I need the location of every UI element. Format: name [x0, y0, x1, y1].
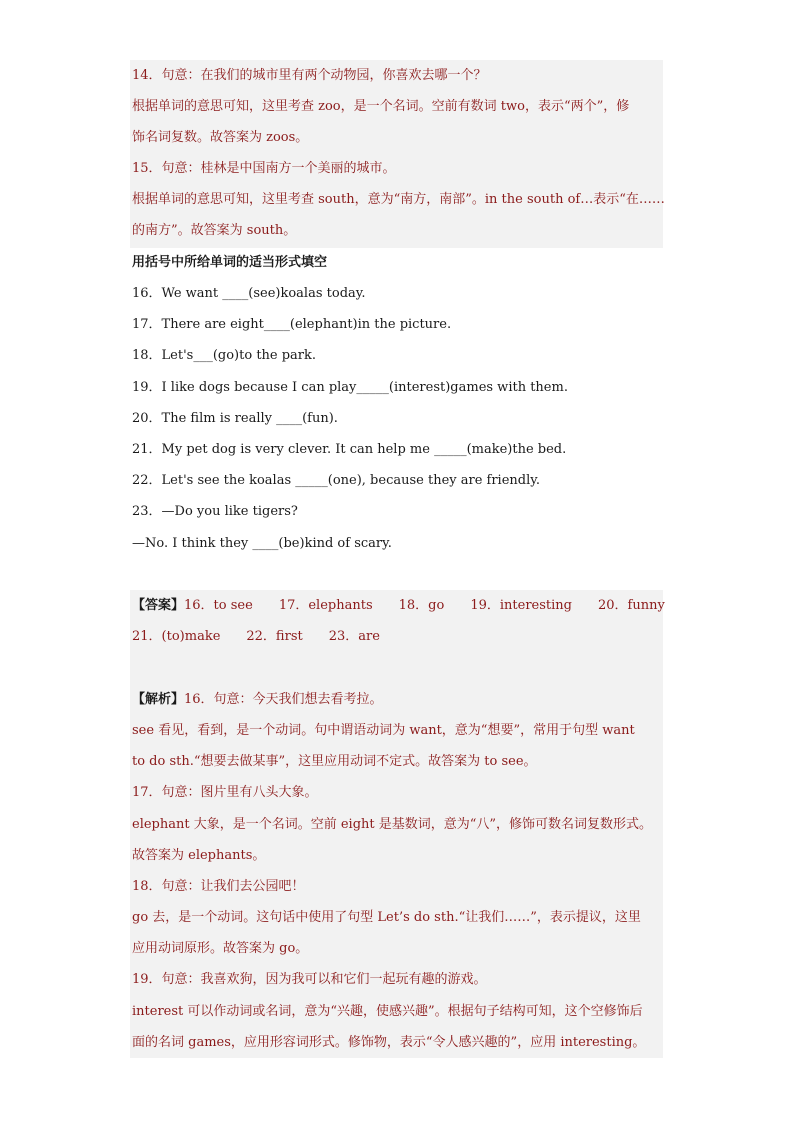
q16-explanation-line2: to do sth.“想要去做某事”，这里应用动词不定式。故答案为 to see。 — [132, 754, 537, 769]
explanation-box-14-15 — [130, 60, 663, 248]
exercise-item-22: 22．Let's see the koalas _____(one), because they are friendly. — [132, 473, 541, 488]
exercise-item-23-reply: —No. I think they ____(be)kind of scary. — [132, 536, 392, 551]
q16-title: 16．句意：今天我们想去看考拉。 — [184, 692, 383, 707]
exercise-item-16: 16．We want ____(see)koalas today. — [132, 286, 366, 301]
section-heading: 用括号中所给单词的适当形式填空 — [132, 255, 328, 270]
answer-19: 19．interesting — [470, 598, 572, 613]
answer-18: 18．go — [398, 598, 445, 613]
answer-16: 16．to see — [184, 598, 253, 613]
q14-explanation-line2: 饰名词复数。故答案为 zoos。 — [132, 130, 309, 145]
exercise-item-19: 19．I like dogs because I can play_____(interest)games with them. — [132, 380, 568, 395]
q19-explanation-line1: interest 可以作动词或名词，意为“兴趣，使感兴趣”。根据句子结构可知，这个空修饰后 — [132, 1004, 643, 1019]
q19-explanation-line2: 面的名词 games，应用形容词形式。修饰物，表示“令人感兴趣的”，应用 interesting。 — [132, 1035, 646, 1050]
q18-explanation-line1: go 去，是一个动词。这句话中使用了句型 Let’s do sth.“让我们……”，表示提议，这里 — [132, 910, 641, 925]
answer-20: 20．funny — [597, 598, 665, 613]
answer-label: 【答案】 — [132, 598, 185, 613]
q18-title: 18．句意：让我们去公园吧！ — [132, 879, 305, 894]
answer-23: 23．are — [328, 629, 380, 644]
q15-explanation-line1: 根据单词的意思可知，这里考查 south，意为“南方，南部”。in the south of…表示“在…… — [132, 192, 665, 207]
q15-explanation-line2: 的南方”。故答案为 south。 — [132, 223, 297, 238]
answer-21: 21．(to)make — [132, 629, 221, 644]
q16-explanation-line1: see 看见，看到，是一个动词。句中谓语动词为 want，意为“想要”，常用于句型 want — [132, 723, 635, 738]
q17-explanation-line2: 故答案为 elephants。 — [132, 848, 266, 863]
answers-row-1 — [132, 596, 665, 616]
q17-title: 17．句意：图片里有八头大象。 — [132, 785, 318, 800]
exercise-item-18: 18．Let's___(go)to the park. — [132, 348, 317, 363]
q14-title: 14．句意：在我们的城市里有两个动物园，你喜欢去哪一个？ — [132, 68, 487, 83]
exercise-item-20: 20．The film is really ____(fun). — [132, 411, 338, 426]
answer-17: 17．elephants — [278, 598, 373, 613]
q14-explanation-line1: 根据单词的意思可知，这里考查 zoo，是一个名词。空前有数词 two，表示“两个”，修 — [132, 99, 630, 114]
answer-22: 22．first — [246, 629, 303, 644]
q19-title: 19．句意：我喜欢狗，因为我可以和它们一起玩有趣的游戏。 — [132, 972, 487, 987]
q15-title: 15．句意：桂林是中国南方一个美丽的城市。 — [132, 161, 396, 176]
q17-explanation-line1: elephant 大象，是一个名词。空前 eight 是基数词，意为“八”，修饰可数名词复数形式。 — [132, 817, 653, 832]
exercise-item-23: 23．—Do you like tigers? — [132, 504, 298, 519]
analysis-q16-title — [132, 690, 383, 710]
analysis-label: 【解析】 — [132, 692, 185, 707]
exercise-item-21: 21．My pet dog is very clever. It can help me _____(make)the bed. — [132, 442, 567, 457]
q18-explanation-line2: 应用动词原形。故答案为 go。 — [132, 941, 309, 956]
exercise-item-17: 17．There are eight____(elephant)in the picture. — [132, 317, 452, 332]
answers-row-2 — [132, 627, 380, 647]
